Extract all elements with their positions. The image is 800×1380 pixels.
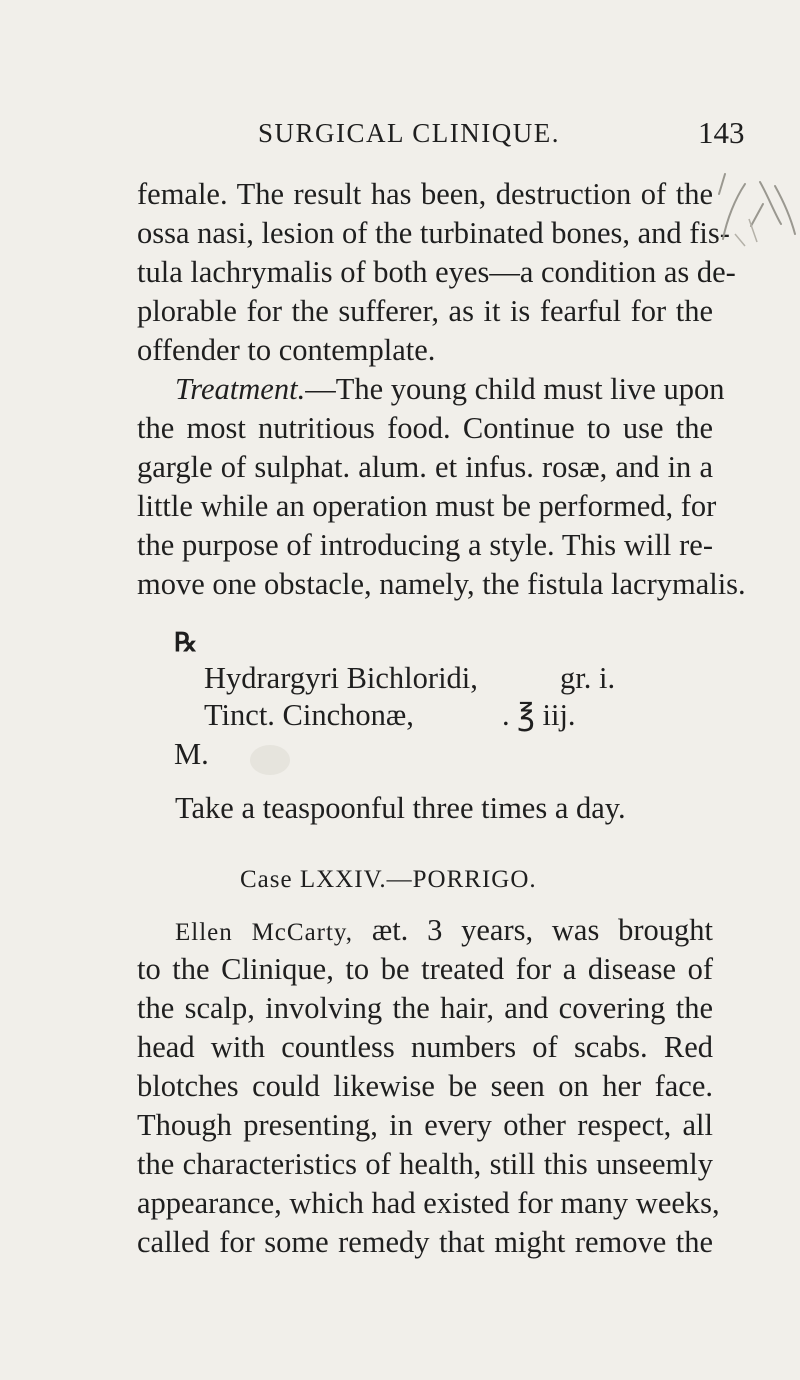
case-heading [240,862,537,898]
treatment-label: Treatment. [175,372,306,406]
body-line-text: æt. 3 years, was brought [371,913,714,947]
body-line: the purpose of introducing a style. This will re- [137,528,713,562]
prescription-amount: gr. i. [560,661,616,695]
body-line: gargle of sulphat. alum. et infus. rosæ, and in a [137,450,713,484]
body-line: female. The result has been, destruction of the [137,177,713,211]
body-line: called for some remedy that might remove the [137,1225,713,1259]
prescription-directions: Take a teaspoonful three times a day. [175,791,626,825]
prescription-amount: . ℥ iij. [502,698,576,732]
running-head [0,112,800,152]
body-line: Though presenting, in every other respect, all [137,1108,713,1142]
case-heading-prefix: Case [240,866,293,893]
body-line: tula lachrymalis of both eyes—a condition as de- [137,255,736,289]
margin-scribble-mark [705,164,800,274]
mixture-mark: M. [174,737,209,771]
prescription-drug: Tinct. Cinchonæ, [204,698,414,732]
body-line: appearance, which had existed for many weeks, [137,1186,720,1220]
body-line: the most nutritious food. Continue to use the [137,411,713,445]
body-line: the scalp, involving the hair, and covering the [137,991,713,1025]
body-line: head with countless numbers of scabs. Red [137,1030,713,1064]
running-title: SURGICAL CLINIQUE. [258,118,560,148]
prescription-item [204,697,576,733]
body-line: plorable for the sufferer, as it is fearful for the [137,294,713,328]
prescription-drug: Hydrargyri Bichloridi, [204,661,478,695]
prescription-item [204,660,616,696]
body-line: the characteristics of health, still this unseemly [137,1147,713,1181]
body-line: to the Clinique, to be treated for a disease of [137,952,713,986]
body-line-text: —The young child must live upon [305,372,725,406]
page-number: 143 [698,115,745,150]
body-line [175,912,713,951]
body-line: move one obstacle, namely, the fistula lacrymalis. [137,567,746,601]
body-line [175,371,725,407]
body-line: little while an operation must be performed, for [137,489,717,523]
patient-last-name: McCarty, [251,919,354,946]
recipe-symbol: ℞ [174,628,198,657]
body-line: blotches could likewise be seen on her face. [137,1069,713,1103]
body-line: ossa nasi, lesion of the turbinated bones, and fis- [137,216,730,250]
patient-first-name: Ellen [175,919,233,946]
body-line: offender to contemplate. [137,333,436,367]
paper-stain [250,745,290,775]
case-heading-title: LXXIV.—PORRIGO. [299,866,537,893]
